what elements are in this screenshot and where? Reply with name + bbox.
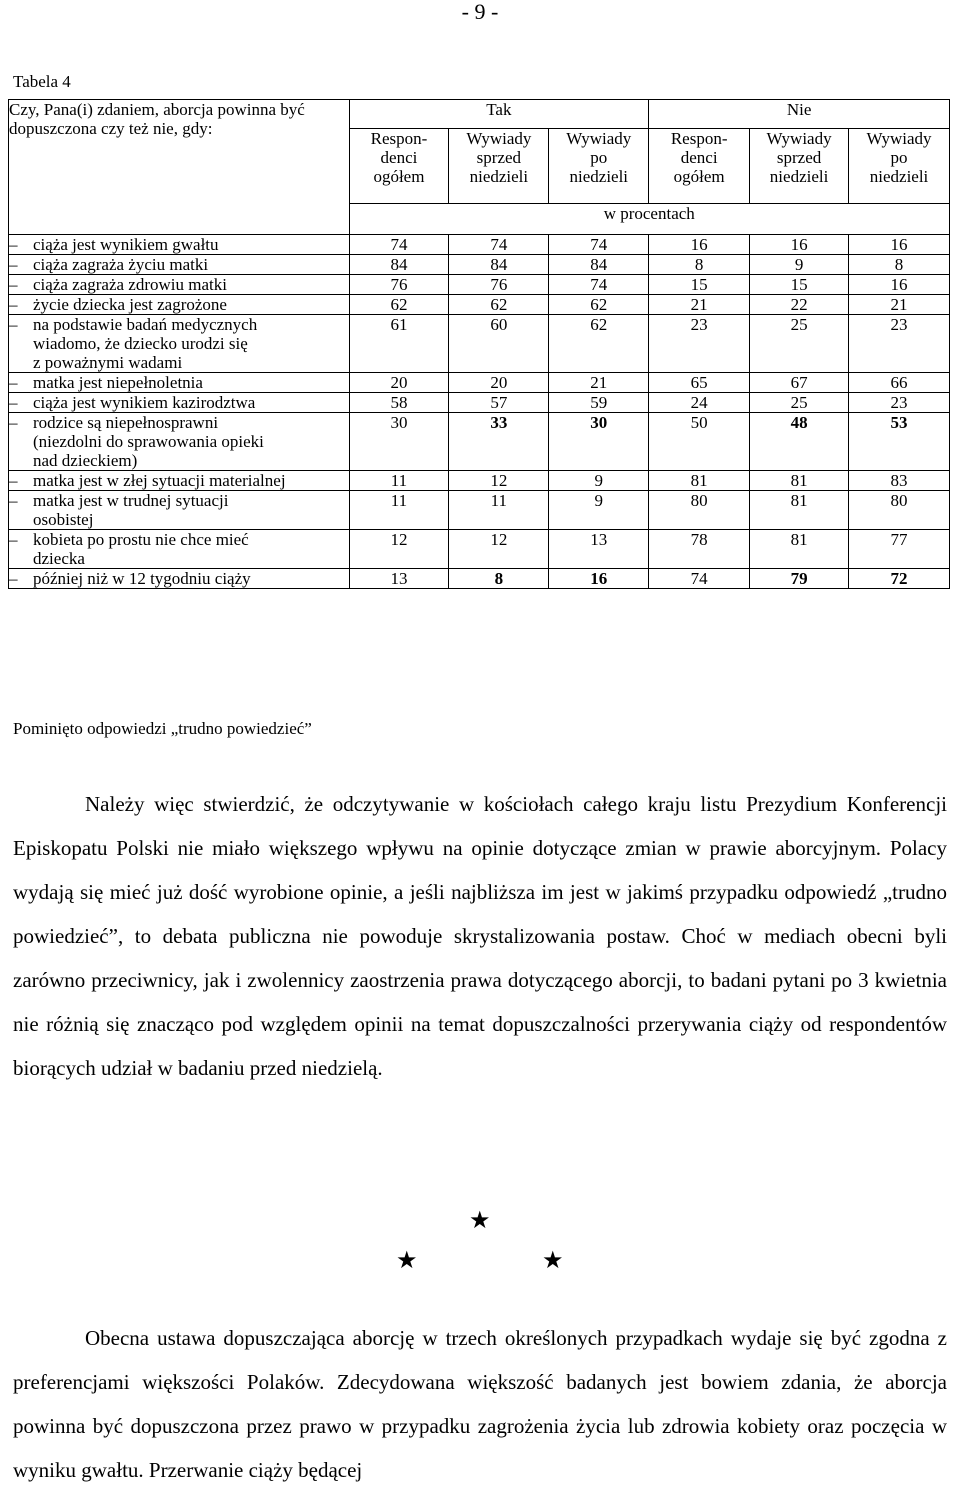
dash-bullet: – [9,235,18,254]
row-label [9,315,350,373]
row-label [9,235,350,255]
table-cell: 58 [349,393,449,413]
group-header-nie: Nie [649,100,950,129]
table-row [9,393,950,413]
dash-bullet: – [9,530,18,549]
column-header [750,129,849,204]
table-cell: 24 [649,393,750,413]
star-icon: ★ [469,1208,491,1234]
row-label-line: ciąża zagraża życiu matki [33,255,209,274]
row-label [9,255,350,275]
table-cell: 76 [449,275,549,295]
paragraph-2 [13,1316,947,1492]
table-cell: 20 [449,373,549,393]
row-label [9,530,350,569]
dash-bullet [9,451,33,470]
column-header-line: denci [680,148,718,167]
table-cell: 84 [349,255,449,275]
table-row [9,295,950,315]
table-row [9,569,950,589]
table-cell: 80 [649,491,750,530]
row-label-line: rodzice są niepełnosprawni [33,413,219,432]
row-label [9,373,350,393]
row-label [9,393,350,413]
question-header: Czy, Pana(i) zdaniem, aborcja powinna być dopuszczona czy też nie, gdy: [9,100,350,235]
table-cell: 30 [349,413,449,471]
table-cell: 22 [750,295,849,315]
star-icon: ★ [396,1248,418,1274]
table-cell: 8 [849,255,950,275]
table-row [9,275,950,295]
table-row [9,530,950,569]
table-cell: 16 [849,235,950,255]
column-header-line: niedzieli [869,167,929,186]
table-cell: 33 [449,413,549,471]
table-cell: 12 [449,471,549,491]
table-cell: 11 [349,471,449,491]
star-icon: ★ [542,1248,564,1274]
table-cell: 84 [449,255,549,275]
row-label-line: później niż w 12 tygodniu ciąży [33,569,251,588]
table-cell: 9 [750,255,849,275]
table-cell: 16 [849,275,950,295]
dash-bullet [9,549,33,568]
column-header-line: Wywiady [466,129,532,148]
table-cell: 62 [549,315,649,373]
table-cell: 83 [849,471,950,491]
table-cell: 25 [750,393,849,413]
table-cell: 61 [349,315,449,373]
table-cell: 23 [849,393,950,413]
paragraph-2-text: Obecna ustawa dopuszczająca aborcję w trzech określonych przypadkach wydaje się być zgodna z preferencjami większości Polaków. Zdecydowana większość badanych jest bowiem zdania, że aborcja powinna być dopuszczona przez prawo w przypadku zagrożenia życia lub zdrowia kobiety oraz poczęcia w wyniku gwałtu. Przerwanie ciąży będącej [13,1326,947,1482]
section-separator [0,1205,960,1275]
row-label-line: kobieta po prostu nie chce mieć [33,530,249,549]
table-cell: 72 [849,569,950,589]
column-header-line: Wywiady [566,129,632,148]
row-label-line: życie dziecka jest zagrożone [33,295,227,314]
table-cell: 81 [649,471,750,491]
row-label-line: wiadomo, że dziecko urodzi się [33,334,248,353]
table-cell: 81 [750,530,849,569]
table-cell: 13 [349,569,449,589]
row-label [9,413,350,471]
dash-bullet: – [9,471,18,490]
table-cell: 16 [549,569,649,589]
column-header [649,129,750,204]
table-row [9,413,950,471]
row-label-line: matka jest w trudnej sytuacji [33,491,229,510]
table-cell: 62 [449,295,549,315]
table-cell: 59 [549,393,649,413]
table-cell: 15 [649,275,750,295]
table-cell: 48 [750,413,849,471]
table-row [9,471,950,491]
table-cell: 50 [649,413,750,471]
dash-bullet: – [9,275,18,294]
dash-bullet: – [9,413,18,432]
dash-bullet [9,432,33,451]
table-cell: 66 [849,373,950,393]
row-label-line: matka jest niepełnoletnia [33,373,203,392]
row-label-line: ciąża jest wynikiem gwałtu [33,235,219,254]
table-cell: 11 [349,491,449,530]
page-number: - 9 - [461,0,499,24]
group-header-tak: Tak [349,100,649,129]
table-cell: 65 [649,373,750,393]
table-cell: 21 [649,295,750,315]
column-header-line: Wywiady [866,129,932,148]
row-label-line: nad dzieckiem) [33,451,138,470]
table-cell: 12 [349,530,449,569]
row-label [9,471,350,491]
table-cell: 77 [849,530,950,569]
column-header-line: Respon- [370,129,428,148]
column-header-line: po [890,148,908,167]
row-label [9,569,350,589]
table-cell: 74 [549,235,649,255]
table-cell: 76 [349,275,449,295]
dash-bullet: – [9,569,18,588]
table-cell: 74 [449,235,549,255]
table-row [9,235,950,255]
table-row [9,491,950,530]
dash-bullet: – [9,295,18,314]
table-cell: 23 [849,315,950,373]
table-row [9,255,950,275]
column-header-line: po [590,148,608,167]
table-cell: 21 [849,295,950,315]
table-cell: 84 [549,255,649,275]
table-cell: 21 [549,373,649,393]
table-note: Pominięto odpowiedzi „trudno powiedzieć” [13,719,312,738]
table-title: Tabela 4 [13,72,71,91]
dash-bullet: – [9,255,18,274]
row-label-line: dziecka [33,549,85,568]
table-cell: 53 [849,413,950,471]
table-cell: 62 [549,295,649,315]
table-cell: 74 [349,235,449,255]
table-cell: 78 [649,530,750,569]
row-label-line: osobistej [33,510,94,529]
table-cell: 16 [750,235,849,255]
column-header [349,129,449,204]
table-cell: 74 [649,569,750,589]
dash-bullet: – [9,373,18,392]
column-header-line: Wywiady [766,129,832,148]
dash-bullet: – [9,491,18,510]
dash-bullet: – [9,315,18,334]
dash-bullet [9,353,33,372]
table-cell: 57 [449,393,549,413]
table-cell: 74 [549,275,649,295]
dash-bullet [9,334,33,353]
dash-bullet [9,510,33,529]
row-label-line: na podstawie badań medycznych [33,315,258,334]
table-cell: 67 [750,373,849,393]
table-cell: 81 [750,471,849,491]
table-cell: 12 [449,530,549,569]
column-header [549,129,649,204]
row-label [9,491,350,530]
table-cell: 11 [449,491,549,530]
table-cell: 80 [849,491,950,530]
column-header-line: niedzieli [469,167,529,186]
row-label-line: (niezdolni do sprawowania opieki [33,432,264,451]
table-cell: 9 [549,491,649,530]
table-row [9,373,950,393]
table-cell: 8 [649,255,750,275]
column-header [449,129,549,204]
table-cell: 81 [750,491,849,530]
paragraph-1 [13,782,947,1090]
table-cell: 20 [349,373,449,393]
row-label-line: ciąża jest wynikiem kazirodztwa [33,393,256,412]
table-cell: 60 [449,315,549,373]
column-header-line: ogółem [373,167,425,186]
column-header-line: ogółem [673,167,725,186]
column-header-line: niedzieli [569,167,629,186]
table-cell: 23 [649,315,750,373]
table-cell: 8 [449,569,549,589]
dash-bullet: – [9,393,18,412]
row-label [9,275,350,295]
table-cell: 15 [750,275,849,295]
column-header-line: Respon- [670,129,728,148]
table-cell: 30 [549,413,649,471]
survey-table [8,99,950,589]
table-cell: 79 [750,569,849,589]
table-cell: 9 [549,471,649,491]
column-header-line: sprzed [476,148,522,167]
column-header [849,129,950,204]
row-label [9,295,350,315]
row-label-line: z poważnymi wadami [33,353,183,372]
table-cell: 62 [349,295,449,315]
table-cell: 25 [750,315,849,373]
column-header-line: sprzed [776,148,822,167]
column-header-line: niedzieli [769,167,829,186]
paragraph-1-text: Należy więc stwierdzić, że odczytywanie w kościołach całego kraju listu Prezydium Konferencji Episkopatu Polski nie miało większego wpływu na opinie dotyczące zmian w prawie aborcyjnym. Polacy wydają się mieć już dość wyrobione opinie, a jeśli najbliższa im jest w jakimś przypadku odpowiedź „trudno powiedzieć”, to debata publiczna nie powoduje skrystalizowania postaw. Choć w mediach obecni byli zarówno przeciwnicy, jak i zwolennicy zaostrzenia prawa dotyczącego aborcji, to badani pytani po 3 kwietnia nie różnią się znacząco pod względem opinii na temat dopuszczalności przerywania ciąży od respondentów biorących udział w badaniu przed niedzielą. [13,792,947,1080]
table-cell: 16 [649,235,750,255]
row-label-line: ciąża zagraża zdrowiu matki [33,275,227,294]
table-cell: 13 [549,530,649,569]
column-header-line: denci [380,148,418,167]
table-row [9,315,950,373]
unit-header: w procentach [349,204,949,235]
row-label-line: matka jest w złej sytuacji materialnej [33,471,286,490]
